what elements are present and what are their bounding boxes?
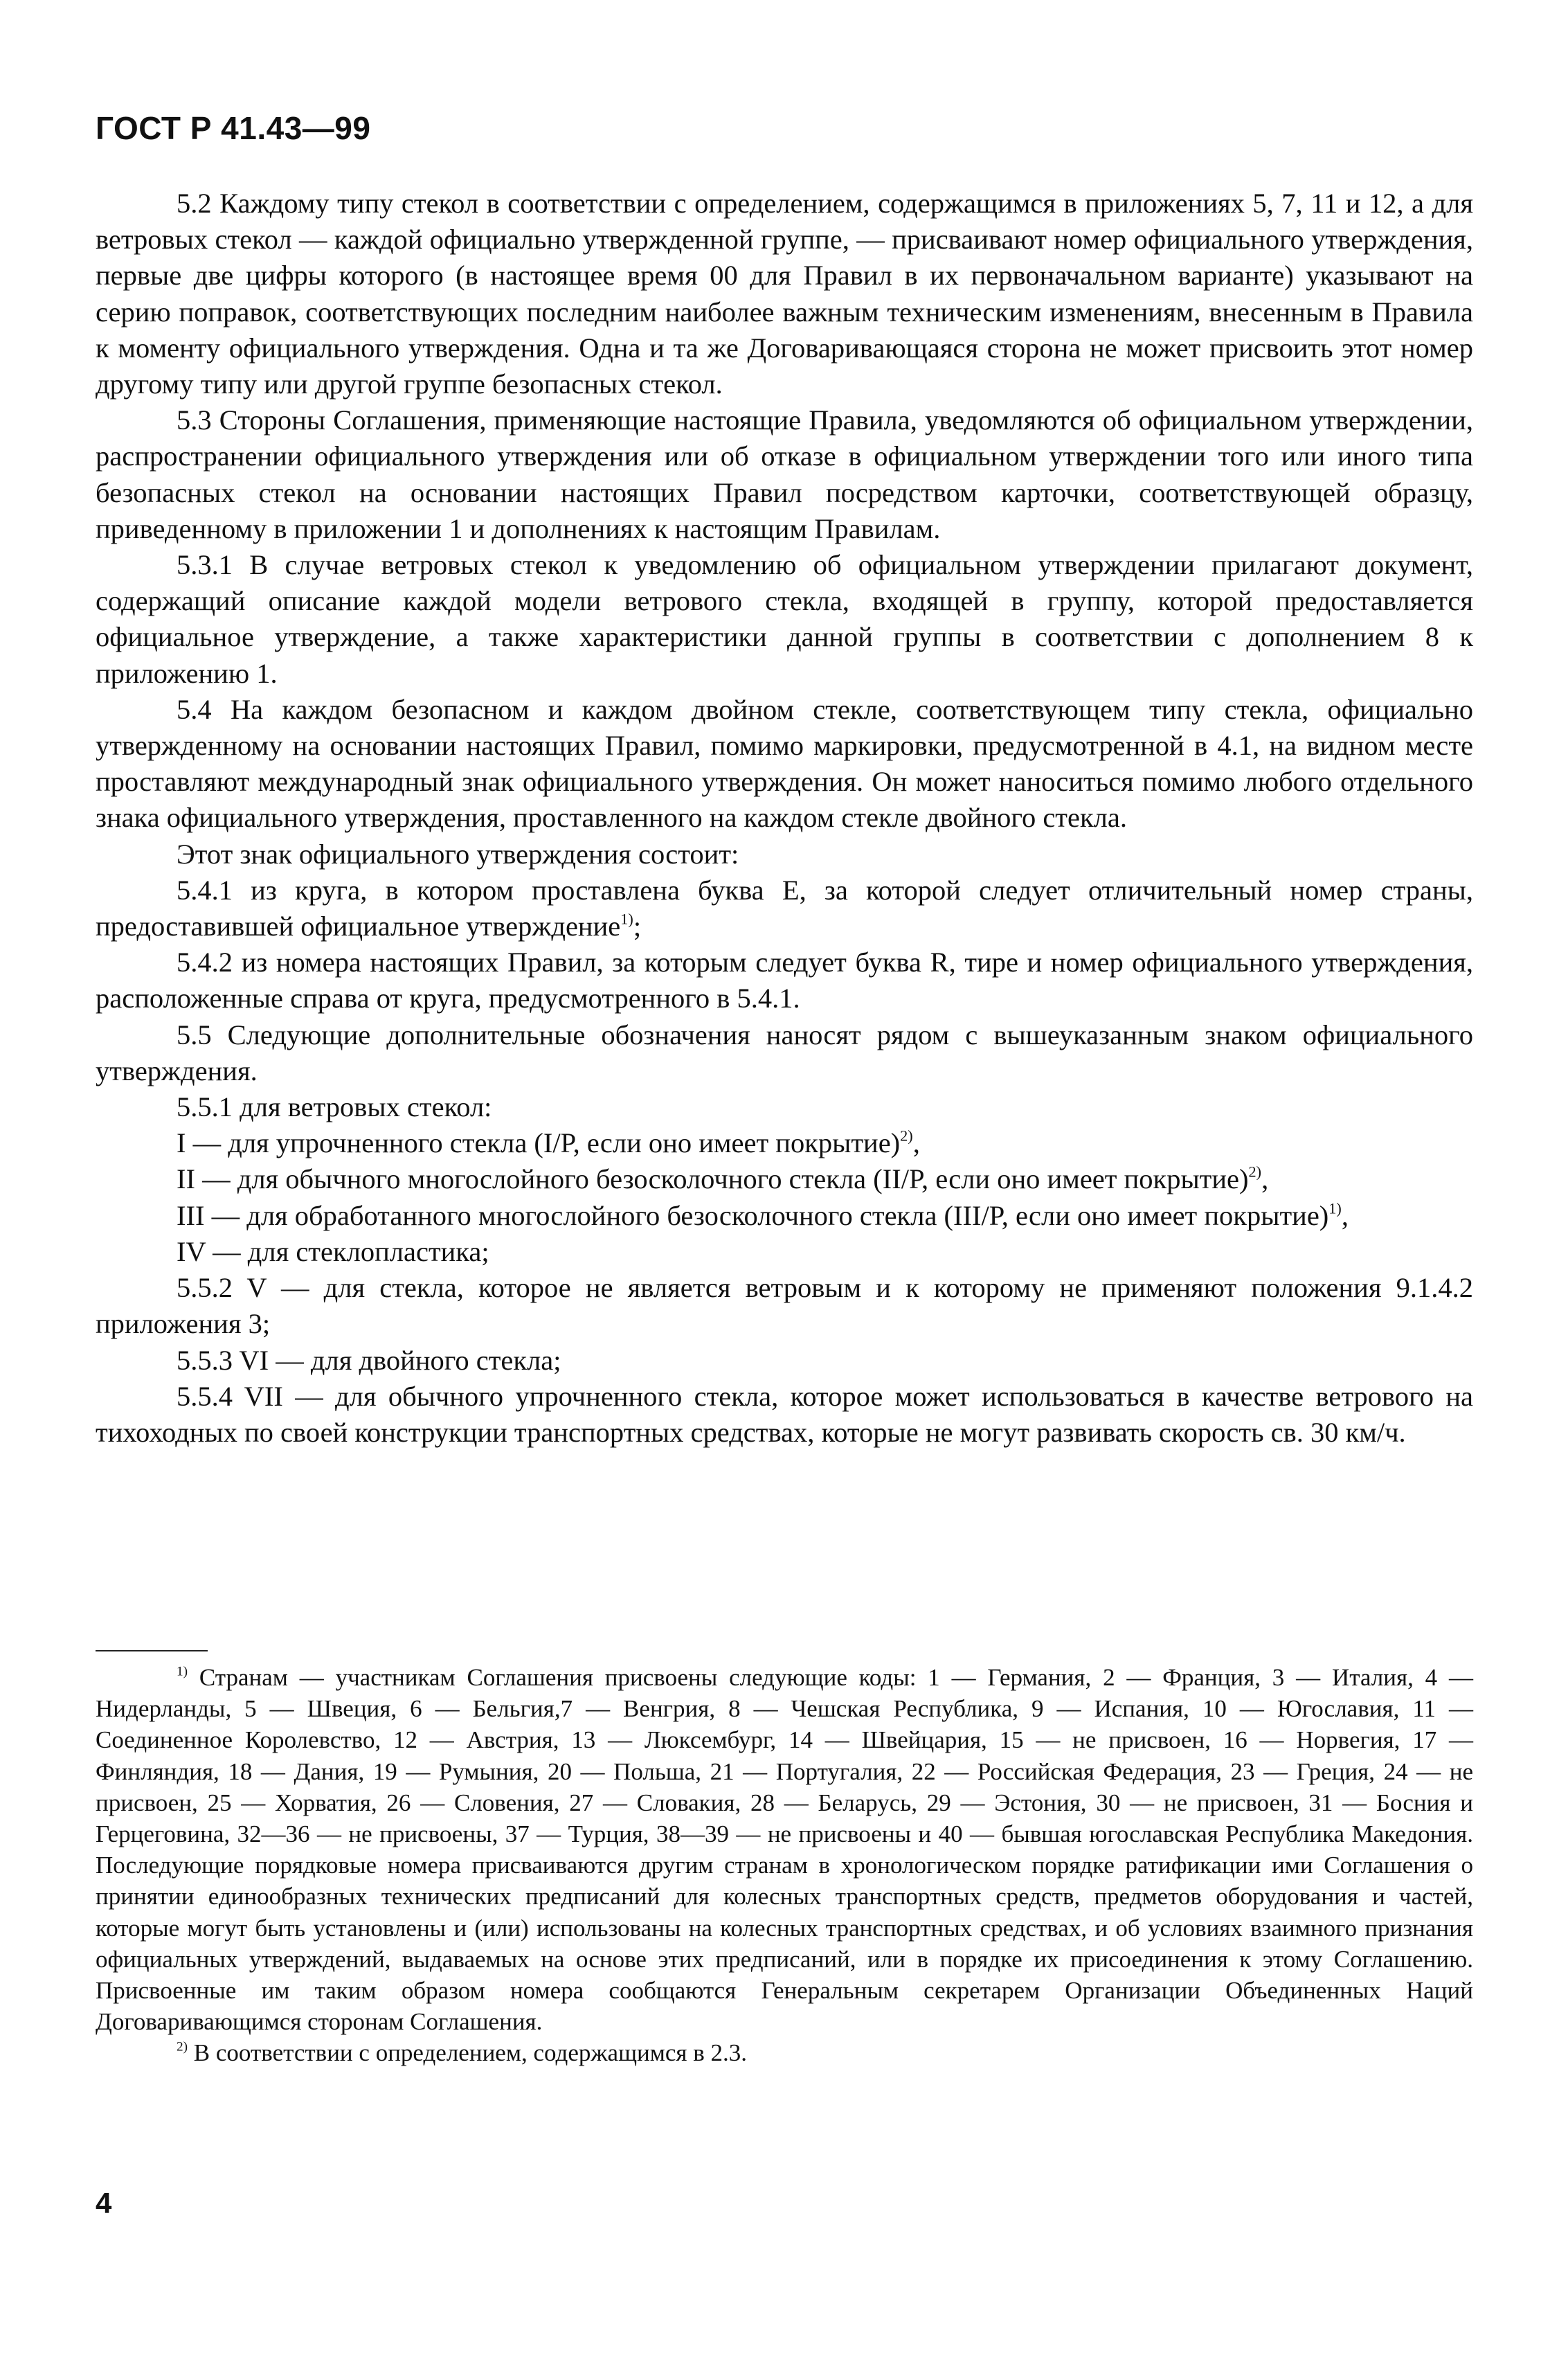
document-header: ГОСТ Р 41.43—99	[96, 110, 371, 146]
paragraph-5-2: 5.2 Каждому типу стекол в соответствии с определением, содержащимся в приложениях 5, 7, 11 и 12, а для ветровых стекол — каждой официально утвержденной группе, — присваивают номер официального утверждения, первые две цифры которого (в настоящее время 00 для Правил в их первоначальном варианте) указывают на серию поправок, соответствующих последним наиболее важным техническим изменениям, внесенным в Правила к моменту официального утверждения. Одна и та же Договаривающаяся сторона не может присвоить этот номер другому типу или другой группе безопасных стекол.	[96, 188, 1473, 400]
paragraph-5-5-4: 5.5.4 VII — для обычного упрочненного стекла, которое может использоваться в качестве ветрового на тихоходных по своей конструкции транспортных средствах, которые не могут развивать скорость св. 30 км/ч.	[96, 1380, 1473, 1448]
footnote-ref-2: 2)	[900, 1127, 913, 1145]
paragraph-5-5-3: 5.5.3 VI — для двойного стекла;	[177, 1344, 561, 1376]
list-item-ii	[96, 1161, 1473, 1197]
paragraph-5-5-1: 5.5.1 для ветровых стекол:	[177, 1091, 492, 1123]
list-item-iii-text: III — для обработанного многослойного безосколочного стекла (III/P, если оно имеет покрытие)	[177, 1199, 1329, 1231]
paragraph-5-3-1: 5.3.1 В случае ветровых стекол к уведомлению об официальном утверждении прилагают документ, содержащий описание каждой модели ветрового стекла, входящей в группу, которой предоставляется официальное утверждение, а также характеристики данной группы в соответствии с дополнением 8 к приложению 1.	[96, 549, 1473, 689]
footnote-ref-2: 2)	[1248, 1163, 1262, 1181]
document-body	[96, 186, 1473, 1451]
footnote-2	[96, 2037, 1473, 2068]
list-item-i-text: I — для упрочненного стекла (I/P, если оно имеет покрытие)	[177, 1127, 901, 1159]
paragraph-5-4-2: 5.4.2 из номера настоящих Правил, за которым следует буква R, тире и номер официального утверждения, расположенные справа от круга, предусмотренного в 5.4.1.	[96, 947, 1473, 1014]
paragraph-5-3: 5.3 Стороны Соглашения, применяющие настоящие Правила, уведомляются об официальном утверждении, распространении официального утверждения или об отказе в официальном утверждении того или иного типа безопасных стекол на основании настоящих Правил посредством карточки, соответствующей образцу, приведенному в приложении 1 и дополнениях к настоящим Правилам.	[96, 404, 1473, 544]
list-item-iii	[96, 1198, 1473, 1234]
punctuation: ,	[1261, 1163, 1269, 1195]
footnote-1	[96, 1662, 1473, 2037]
punctuation: ,	[912, 1127, 920, 1159]
paragraph-5-5-2: 5.5.2 V — для стекла, которое не является ветровым и к которому не применяют положения 9.1.4.2 приложения 3;	[96, 1272, 1473, 1340]
footnote-ref-1: 1)	[1328, 1199, 1342, 1217]
footnotes	[96, 1662, 1473, 2069]
paragraph-mark-intro: Этот знак официального утверждения состоит:	[177, 838, 739, 870]
list-item-i	[96, 1125, 1473, 1161]
paragraph-5-4-1	[96, 872, 1473, 944]
page-number: 4	[96, 2187, 112, 2219]
paragraph-5-5: 5.5 Следующие дополнительные обозначения наносят рядом с вышеуказанным знаком официального утверждения.	[96, 1019, 1473, 1086]
paragraph-5-4-1-text: 5.4.1 из круга, в котором проставлена буква Е, за которой следует отличительный номер страны, предоставившей официальное утверждение	[96, 874, 1473, 942]
footnote-1-text: Странам — участникам Соглашения присвоены следующие коды: 1 — Германия, 2 — Франция, 3 — Италия, 4 — Нидерланды, 5 — Швеция, 6 — Бельгия,7 — Венгрия, 8 — Чешская Республика, 9 — Испания, 10 — Югославия, 11 — Соединенное Королевство, 12 — Австрия, 13 — Люксембург, 14 — Швейцария, 15 — не присвоен, 16 — Норвегия, 17 — Финляндия, 18 — Дания, 19 — Румыния, 20 — Польша, 21 — Португалия, 22 — Российская Федерация, 23 — Греция, 24 — не присвоен, 25 — Хорватия, 26 — Словения, 27 — Словакия, 28 — Беларусь, 29 — Эстония, 30 — не присвоен, 31 — Босния и Герцеговина, 32—36 — не присвоены, 37 — Турция, 38—39 — не присвоены и 40 — бывшая югославская Республика Македония. Последующие порядковые номера присваиваются другим странам в хронологическом порядке ратификации ими Соглашения о принятии единообразных технических предписаний для колесных транспортных средств, предметов оборудования и частей, которые могут быть установлены и (или) использованы на колесных транспортных средствах, и об условиях взаимного признания официальных утверждений, выдаваемых на основе этих предписаний, или в порядке их присоединения к этому Соглашению. Присвоенные им таким образом номера сообщаются Генеральным секретарем Организации Объединенных Наций Договаривающимся сторонам Соглашения.	[96, 1664, 1473, 2036]
punctuation: ;	[633, 911, 642, 942]
punctuation: ,	[1341, 1199, 1349, 1231]
footnote-marker-2: 2)	[177, 2040, 188, 2054]
list-item-iv: IV — для стеклопластика;	[177, 1235, 489, 1267]
footnote-2-text: В соответствии с определением, содержащимся в 2.3.	[193, 2039, 748, 2067]
list-item-ii-text: II — для обычного многослойного безосколочного стекла (II/P, если оно имеет покрытие)	[177, 1163, 1249, 1195]
paragraph-5-4: 5.4 На каждом безопасном и каждом двойном стекле, соответствующем типу стекла, официально утвержденному на основании настоящих Правил, помимо маркировки, предусмотренной в 4.1, на видном месте проставляют международный знак официального утверждения. Он может наноситься помимо любого отдельного знака официального утверждения, проставленного на каждом стекле двойного стекла.	[96, 693, 1473, 834]
footnote-marker-1: 1)	[177, 1664, 188, 1679]
footnote-ref-1: 1)	[620, 910, 633, 928]
footnote-divider	[96, 1650, 208, 1651]
